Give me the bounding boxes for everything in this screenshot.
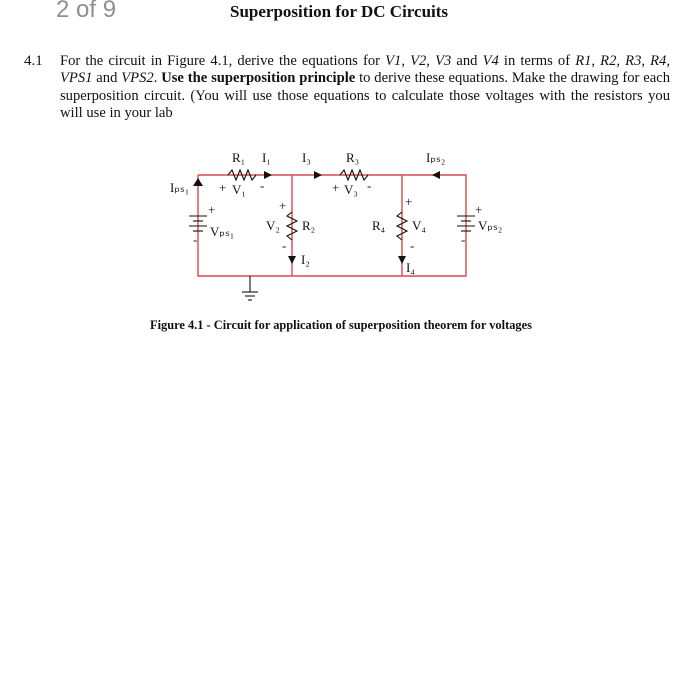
label-ips1: Iₚₛ₁ (170, 180, 190, 195)
document-title: Superposition for DC Circuits (230, 2, 449, 21)
label-v2: V₂ (266, 218, 280, 233)
label-i2: I₂ (301, 252, 310, 267)
current-arrows (193, 171, 440, 264)
label-vps2: Vₚₛ₂ (478, 218, 503, 233)
label-r2: R₂ (302, 218, 316, 233)
label-vps1-minus: - (193, 232, 198, 247)
label-vps2-minus: - (461, 232, 466, 247)
label-v1-plus: + (219, 180, 227, 195)
bold-phrase: Use the superposition principle (161, 70, 356, 87)
label-vps2-plus: + (475, 202, 483, 217)
arrow-ips2 (432, 171, 440, 179)
label-v3-plus: + (332, 180, 340, 195)
arrow-i1 (264, 171, 272, 179)
arrow-i2 (288, 256, 296, 264)
figure-caption: Figure 4.1 - Circuit for application of superposition theorem for voltages (150, 318, 532, 332)
question-number: 4.1 (24, 53, 43, 69)
label-r1: R₁ (232, 150, 246, 165)
label-v2-minus: - (282, 238, 287, 253)
label-v1-minus: - (260, 178, 265, 193)
label-v4: V₄ (412, 218, 426, 233)
label-v2-plus: + (279, 198, 287, 213)
label-v3: V₃ (344, 182, 358, 197)
arrow-i3 (314, 171, 322, 179)
arrow-i4 (398, 256, 406, 264)
label-v1: V₁ (232, 182, 246, 197)
label-vps1: Vₚₛ₁ (210, 224, 235, 239)
label-r3: R₃ (346, 150, 360, 165)
label-i3: I₃ (302, 150, 311, 165)
label-vps1-plus: + (208, 202, 216, 217)
circuit-labels (170, 150, 502, 275)
arrow-ips1 (193, 178, 203, 186)
label-v4-minus: - (410, 238, 415, 253)
ground-symbol (242, 276, 258, 300)
page-indicator: 2 of 9 (56, 0, 117, 23)
label-v3-minus: - (367, 178, 372, 193)
label-v4-plus: + (405, 194, 413, 209)
label-r4: R₄ (372, 218, 386, 233)
question-text: For the circuit in Figure 4.1, derive the equations for V1, V2, V3 and V4 in terms of R1, R2, R3, R4, VPS1 and VPS2. Use the superposition principle to derive these equations. Make the drawing for each superposition circuit. (You will use those equations to calculate those voltages with the resistors you will use in your lab (60, 53, 671, 122)
label-i1: I₁ (262, 150, 271, 165)
label-i4: I₄ (406, 260, 415, 275)
label-ips2: Iₚₛ₂ (426, 150, 446, 165)
